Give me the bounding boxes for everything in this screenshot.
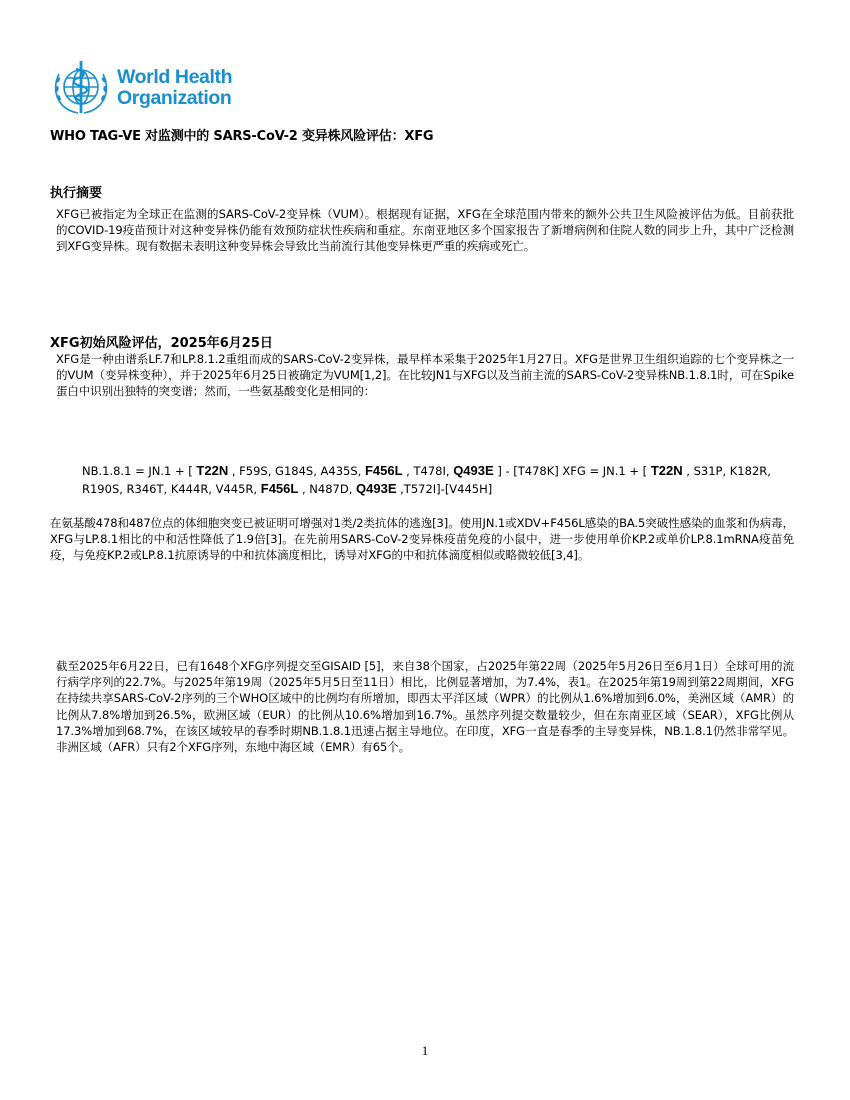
mutation-highlight: T22N (650, 463, 683, 478)
summary-paragraph: XFG已被指定为全球正在监测的SARS-CoV-2变异株（VUM）。根据现有证据，XFG在全球范围内带来的额外公共卫生风险被评估为低。目前获批的COVID-19疫苗预计对这种变异株仍能有效预防症状性疾病和重症。东南亚地区多个国家报告了新增病例和住院人数的同步上升，其中广泛检测到XFG变异株。现有数据未表明这种变异株会导致比当前流行其他变异株更严重的疾病或死亡。 (56, 207, 794, 254)
mutation-text: ,T572I]-[V445H] (396, 482, 493, 496)
mutation-text: ] - [T478K] XFG = JN.1 + [ (493, 464, 651, 478)
assessment-intro-paragraph: XFG是一种由谱系LF.7和LP.8.1.2重组而成的SARS-CoV-2变异株，最早样本采集于2025年1月27日。XFG是世界卫生组织追踪的七个变异株之一的VUM（变异株变种），并于2025年6月25日被确定为VUM[1,2]。在比较JN1与XFG以及当前主流的SARS-CoV-2变异株NB.1.8.1时，可在Spike蛋白中识别出独特的突变谱；然而，一些氨基酸变化是相同的： (56, 352, 794, 399)
mutation-highlight: Q493E (453, 463, 494, 478)
document-title: WHO TAG-VE 对监测中的 SARS-CoV-2 变异株风险评估：XFG (50, 129, 434, 144)
logo-wordmark (117, 67, 232, 109)
epidemiology-paragraph: 截至2025年6月22日，已有1648个XFG序列提交至GISAID [5]，来自38个国家，占2025年第22周（2025年5月26日至6月1日）全球可用的流行病学序列的22.7%。与2025年第19周（2025年5月5日至11日）相比，比例显著增加，为7.4%，表1。在2025年第19周到第22周期间，XFG在持续共享SARS-CoV-2序列的三个WHO区域中的比例均有所增加，即西太平洋区域（WPR）的比例从1.6%增加到6.0%，美洲区域（AMR）的比例从7.8%增加到26.5%，欧洲区域（EUR）的比例从10.6%增加到16.7%。虽然序列提交数量较少，但在东南亚区域（SEAR），XFG比例从17.3%增加到68.7%，在该区域较早的春季时期NB.1.8.1迅速占据主导地位。在印度，XFG一直是春季的主导变异株，NB.1.8.1仍然非常罕见。非洲区域（AFR）只有2个XFG序列，东地中海区域（EMR）有65个。 (56, 659, 794, 755)
assessment-heading: XFG初始风险评估，2025年6月25日 (50, 336, 273, 351)
logo-line-1: World Health (117, 66, 233, 88)
mutation-text: NB.1.8.1 = JN.1 + [ (82, 464, 197, 478)
mutation-highlight: F456L (364, 463, 403, 478)
mutation-text: , F59S, G184S, A435S, (228, 464, 365, 478)
mutation-text: , S31P, K182R, R190S, R346T, K444R, V445R, (82, 464, 771, 496)
mutation-highlight: F456L (260, 481, 299, 496)
mutation-profile (82, 462, 782, 498)
mutation-highlight: Q493E (356, 481, 397, 496)
mutation-text: , N487D, (298, 482, 357, 496)
page-number: 1 (421, 1043, 429, 1058)
mutation-highlight: T22N (196, 463, 229, 478)
antibody-escape-paragraph: 在氨基酸478和487位点的体细胞突变已被证明可增强对1类/2类抗体的逃逸[3]。使用JN.1或XDV+F456L感染的BA.5突破性感染的血浆和伪病毒，XFG与LP.8.1相比的中和活性降低了1.9倍[3]。在先前用SARS-CoV-2变异株疫苗免疫的小鼠中，进一步使用单价KP.2或单价LP.8.1mRNA疫苗免疫，与免疫KP.2或LP.8.1抗原诱导的中和抗体滴度相比，诱导对XFG的中和抗体滴度相似或略微较低[3,4]。 (50, 516, 794, 563)
logo-line-2: Organization (117, 87, 232, 109)
summary-heading: 执行摘要 (50, 186, 103, 201)
who-logo (50, 58, 240, 116)
who-emblem-icon (50, 58, 112, 116)
mutation-text: , T478I, (402, 464, 454, 478)
